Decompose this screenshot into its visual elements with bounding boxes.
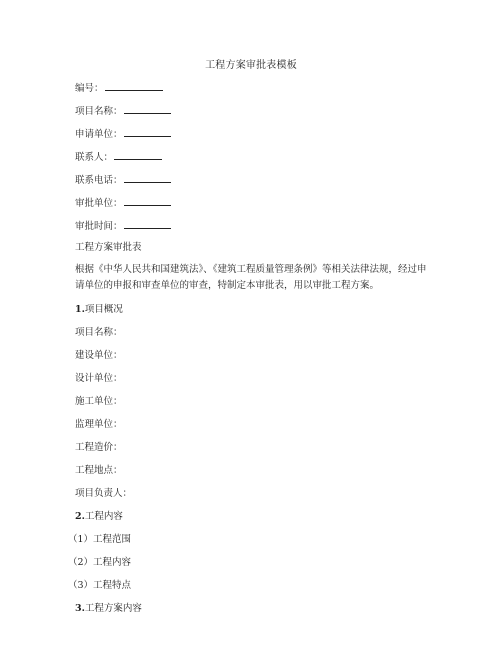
blank-underline <box>105 81 163 91</box>
content-item: （2）工程内容 <box>68 557 132 568</box>
section-heading-3 <box>75 603 142 615</box>
field-contact-phone <box>75 173 171 187</box>
field-label: 审批时间： <box>75 221 123 232</box>
overview-item: 建设单位： <box>75 350 123 361</box>
overview-item: 设计单位： <box>75 373 123 384</box>
overview-item: 工程地点： <box>75 465 123 476</box>
field-approval-unit <box>75 196 171 210</box>
field-serial-number <box>75 81 163 95</box>
overview-item: 监理单位： <box>75 419 123 430</box>
section-heading-2 <box>75 511 123 523</box>
field-label: 联系电话： <box>75 175 123 186</box>
blank-underline <box>124 219 171 229</box>
section-number: 1. <box>75 304 85 315</box>
overview-item: 工程造价： <box>75 442 123 453</box>
field-label: 联系人： <box>75 152 114 163</box>
field-applicant-unit <box>75 127 171 141</box>
field-label: 编号： <box>75 83 104 94</box>
blank-underline <box>124 173 171 183</box>
field-label: 申请单位： <box>75 129 123 140</box>
blank-underline <box>124 127 171 137</box>
overview-item: 项目名称： <box>75 327 123 338</box>
blank-underline <box>124 104 171 114</box>
intro-paragraph: 根据《中华人民共和国建筑法》、《建筑工程质量管理条例》等相关法律法规，经过申请单位的申报和审查单位的审查，特制定本审批表，用以审批工程方案。 <box>75 264 427 291</box>
section-title: 工程内容 <box>84 511 123 522</box>
field-label: 审批单位： <box>75 198 123 209</box>
section-heading-1 <box>75 304 123 316</box>
overview-item: 项目负责人： <box>75 488 133 499</box>
section-title: 工程方案内容 <box>84 603 142 614</box>
content-item: （1）工程范围 <box>68 534 132 545</box>
field-project-name <box>75 104 171 118</box>
content-item: （3）工程特点 <box>68 580 132 591</box>
document-title: 工程方案审批表模板 <box>205 60 297 71</box>
field-contact-person <box>75 150 162 164</box>
section-number: 2. <box>75 511 85 522</box>
blank-underline <box>114 150 162 160</box>
section-title: 项目概况 <box>84 304 123 315</box>
field-approval-time <box>75 219 171 233</box>
field-label: 项目名称： <box>75 106 123 117</box>
section-number: 3. <box>75 603 85 614</box>
form-title: 工程方案审批表 <box>75 242 142 253</box>
overview-item: 施工单位： <box>75 396 123 407</box>
blank-underline <box>124 196 171 206</box>
